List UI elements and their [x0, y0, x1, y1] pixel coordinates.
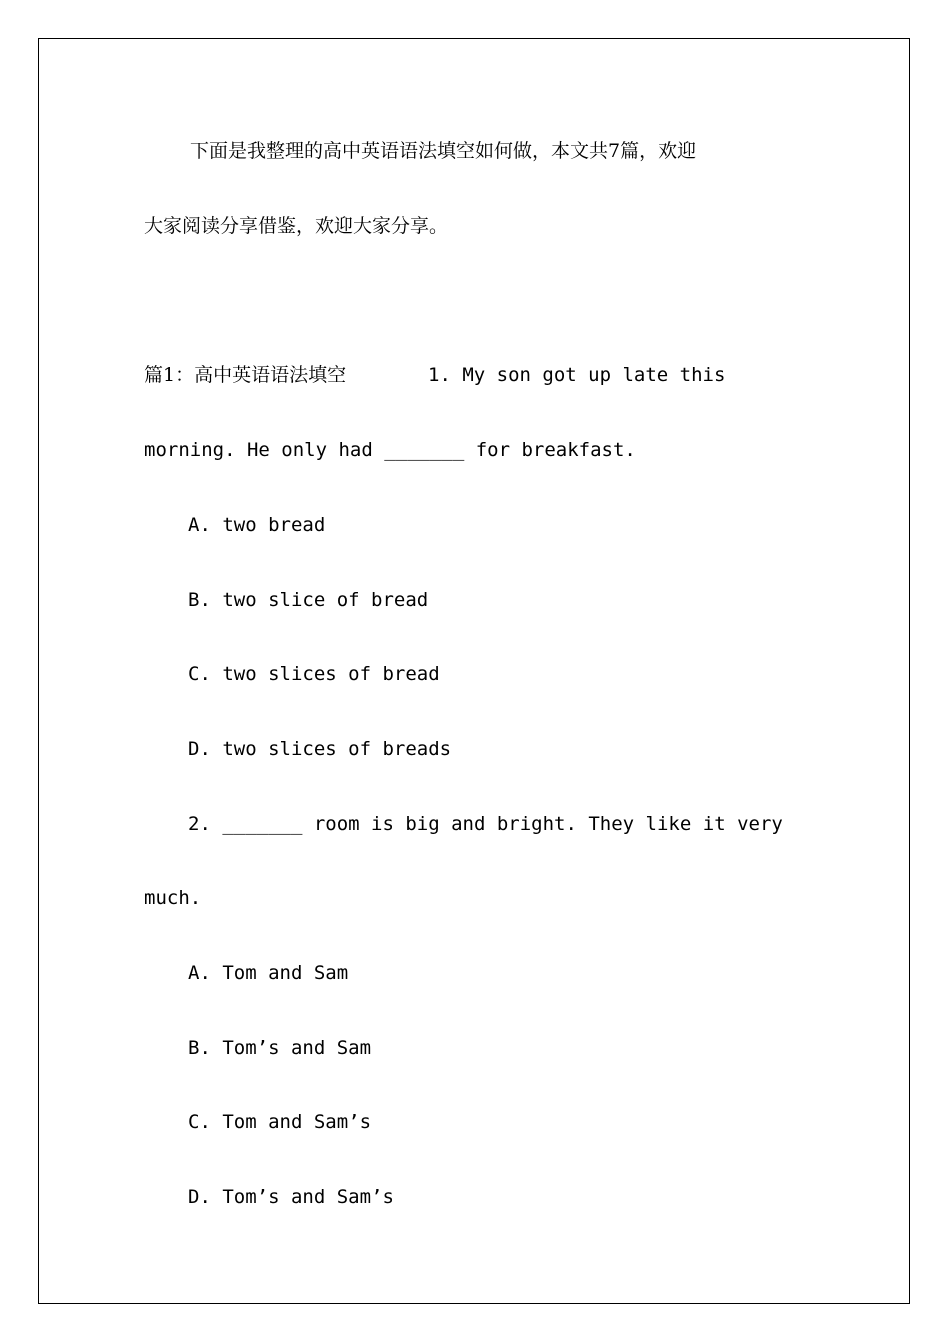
question-1-option-d: D. two slices of breads [188, 738, 452, 760]
question-2-stem-start: 2. _______ room is big and bright. They like it very [188, 813, 783, 835]
question-2-option-b: B. Tom’s and Sam [188, 1037, 372, 1059]
question-1-option-a: A. two bread [188, 514, 326, 536]
question-2-option-a: A. Tom and Sam [188, 962, 349, 984]
question-1-stem-end: morning. He only had _______ for breakfast. [144, 439, 636, 461]
question-2-option-c: C. Tom and Sam’s [188, 1111, 372, 1133]
question-2-stem-end: much. [144, 887, 202, 909]
intro-line-2: 大家阅读分享借鉴，欢迎大家分享。 [144, 215, 449, 237]
question-1-option-c: C. two slices of bread [188, 663, 440, 685]
question-1-stem-start: 1. My son got up late this [428, 364, 726, 386]
question-1-option-b: B. two slice of bread [188, 589, 429, 611]
intro-line-1: 下面是我整理的高中英语语法填空如何做，本文共7篇，欢迎 [190, 140, 697, 162]
section-heading: 篇1：高中英语语法填空 [144, 364, 347, 386]
question-2-option-d: D. Tom’s and Sam’s [188, 1186, 394, 1208]
